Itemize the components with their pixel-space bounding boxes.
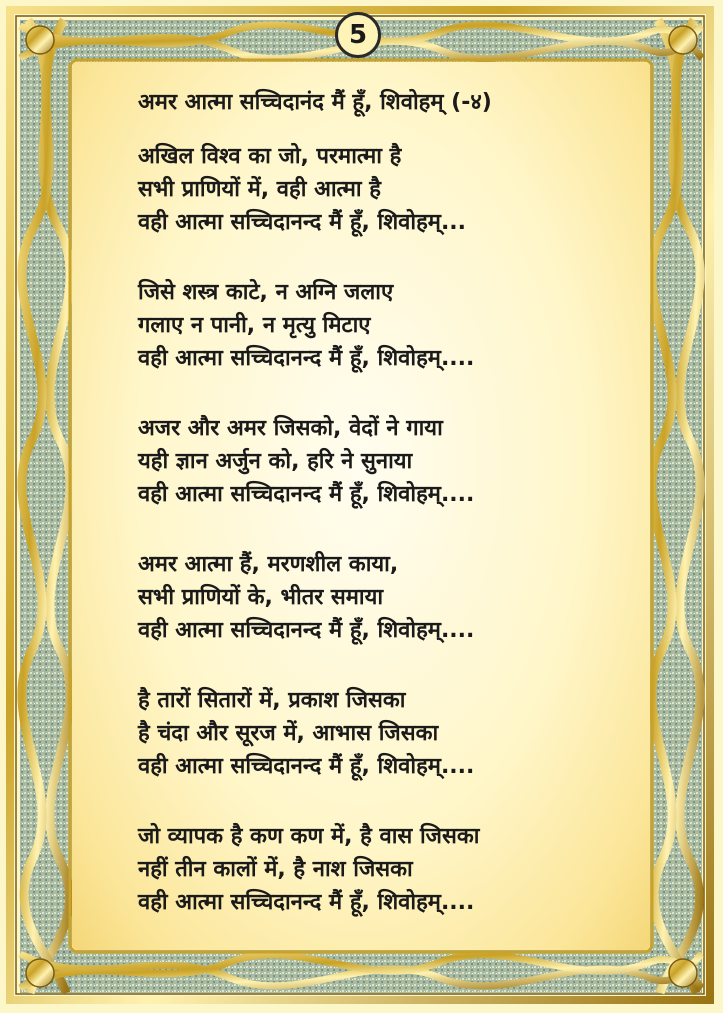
lyric-line: वही आत्मा सच्चिदानन्द मैं हूँ, शिवोहम्.... [138,618,475,643]
page-number-badge: 5 [335,12,381,58]
lyric-line: अखिल विश्व का जो, परमात्मा है [138,144,402,169]
lyric-line: वही आत्मा सच्चिदानन्द मैं हूँ, शिवोहम्... [138,210,467,235]
lyric-line: नहीं तीन कालों में, है नाश जिसका [138,857,413,882]
lyric-line: अजर और अमर जिसको, वेदों ने गाया [138,416,443,441]
lyric-line: है चंदा और सूरज में, आभास जिसका [138,721,439,746]
stanza-1 [138,140,638,239]
stanza-2 [138,276,638,375]
lyric-line: यही ज्ञान अर्जुन को, हरि ने सुनाया [138,449,413,474]
stanza-4 [138,548,638,647]
song-title: अमर आत्मा सच्चिदानंद मैं हूँ, शिवोहम् (-४) [138,90,492,115]
lyric-line: अमर आत्मा हैं, मरणशील काया, [138,552,399,577]
stanza-5 [138,684,638,783]
lyric-line: है तारों सितारों में, प्रकाश जिसका [138,688,406,713]
song-lyrics [138,88,638,956]
lyric-line: जो व्यापक है कण कण में, है वास जिसका [138,824,480,849]
lyric-line: गलाए न पानी, न मृत्यु मिटाए [138,313,371,338]
lyric-line: वही आत्मा सच्चिदानन्द मैं हूँ, शिवोहम्.... [138,346,475,371]
lyric-line: सभी प्राणियों में, वही आत्मा है [138,177,381,202]
lyric-line: वही आत्मा सच्चिदानन्द मैं हूँ, शिवोहम्.... [138,482,475,507]
stanza-6 [138,820,638,919]
stanza-3 [138,412,638,511]
lyric-line: वही आत्मा सच्चिदानन्द मैं हूँ, शिवोहम्.... [138,754,475,779]
lyric-line: सभी प्राणियों के, भीतर समाया [138,585,384,610]
lyric-line: वही आत्मा सच्चिदानन्द मैं हूँ, शिवोहम्.... [138,890,475,915]
lyric-line: जिसे शस्त्र काटे, न अग्नि जलाए [138,280,394,305]
